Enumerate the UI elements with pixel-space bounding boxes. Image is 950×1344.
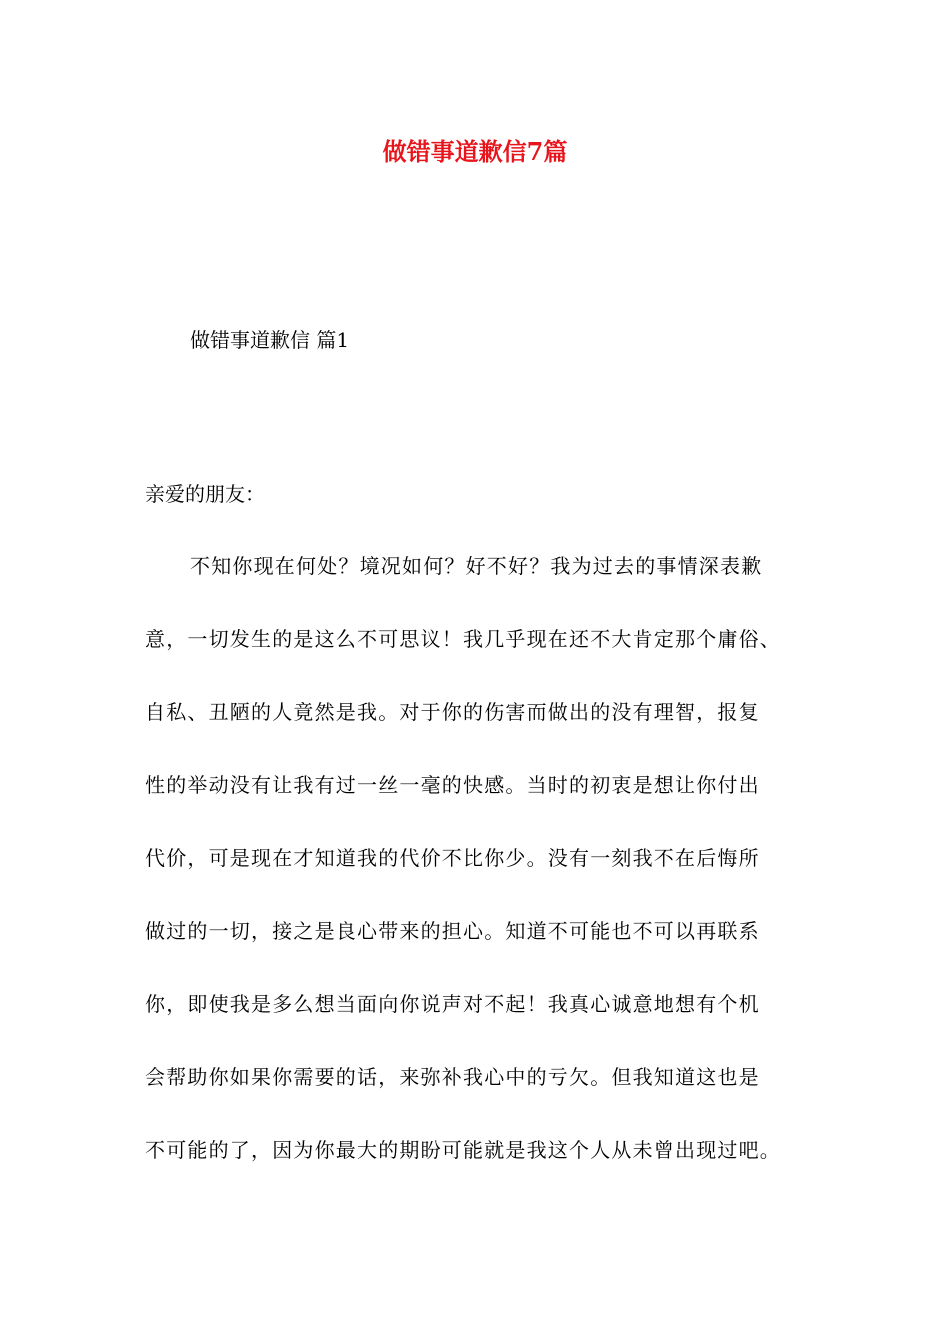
letter-salutation: 亲爱的朋友： (145, 482, 265, 506)
document-title: 做错事道歉信7篇 (382, 137, 568, 166)
body-line: 意，一切发生的是这么不可思议！我几乎现在还不大肯定那个庸俗、 (145, 627, 781, 651)
body-line: 会帮助你如果你需要的话，来弥补我心中的亏欠。但我知道这也是 (145, 1065, 760, 1089)
body-line: 做过的一切，接之是良心带来的担心。知道不可能也不可以再联系 (145, 919, 760, 943)
body-line: 代价，可是现在才知道我的代价不比你少。没有一刻我不在后悔所 (145, 846, 760, 870)
body-line: 自私、丑陋的人竟然是我。对于你的伤害而做出的没有理智，报复 (145, 700, 760, 724)
body-line: 不知你现在何处？境况如何？好不好？我为过去的事情深表歉 (190, 554, 763, 578)
body-line: 性的举动没有让我有过一丝一毫的快感。当时的初衷是想让你付出 (145, 773, 760, 797)
section-heading: 做错事道歉信 篇1 (190, 328, 350, 352)
body-line: 不可能的了，因为你最大的期盼可能就是我这个人从未曾出现过吧。 (145, 1138, 781, 1162)
body-line: 你，即使我是多么想当面向你说声对不起！我真心诚意地想有个机 (145, 992, 760, 1016)
